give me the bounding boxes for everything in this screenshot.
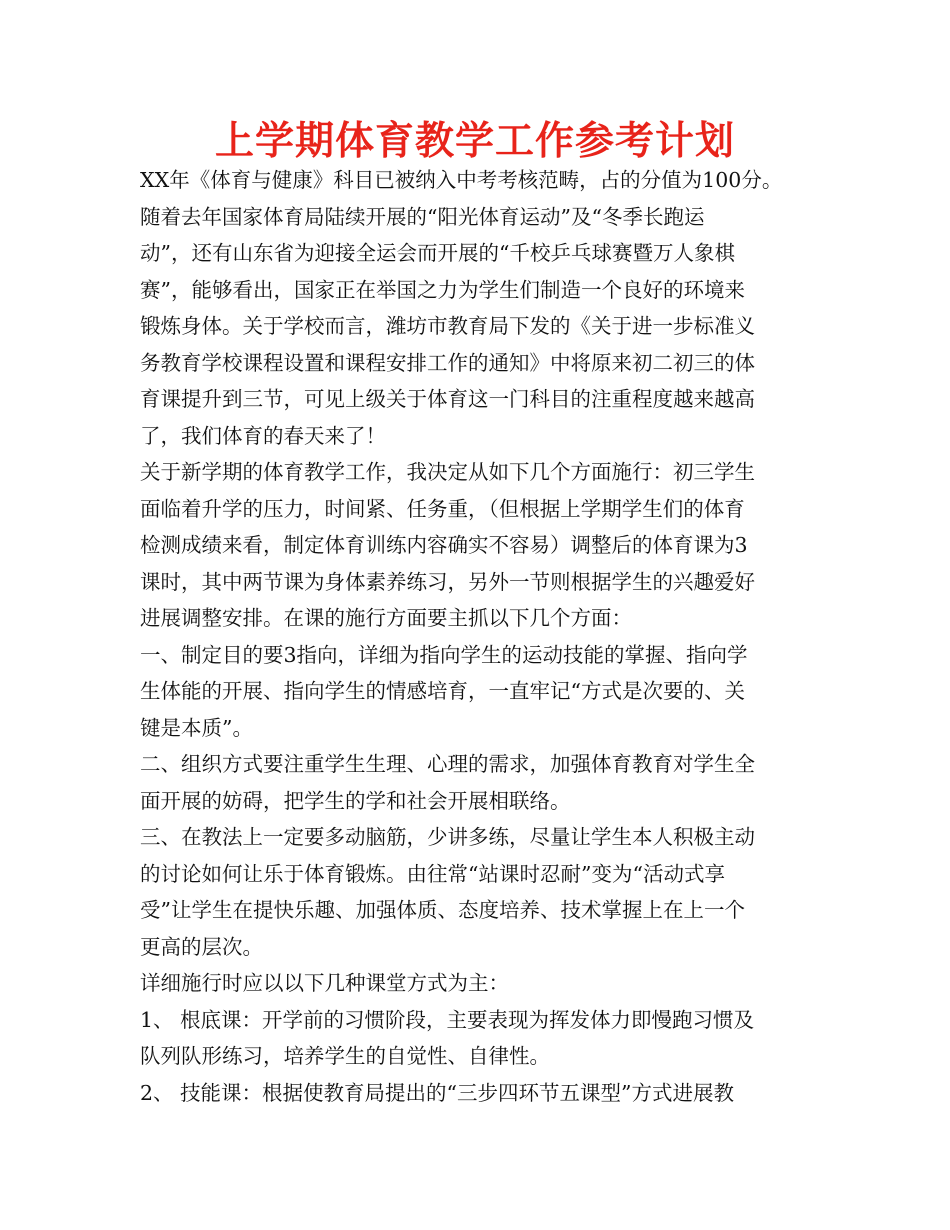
body-line: 二、组织方式要注重学生生理、心理的需求，加强体育教育对学生全 — [140, 752, 755, 776]
body-line: 三、在教法上一定要多动脑筋，少讲多练，尽量让学生本人积极主动 — [140, 825, 755, 849]
body-line: 1、 根底课：开学前的习惯阶段，主要表现为挥发体力即慢跑习惯及 — [140, 1007, 755, 1032]
body-line: 检测成绩来看，制定体育训练内容确实不容易）调整后的体育课为3 — [140, 533, 748, 557]
body-line: 动”，还有山东省为迎接全运会而开展的“千校乒乓球赛暨万人象棋 — [140, 241, 735, 265]
body-line: 随着去年国家体育局陆续开展的“阳光体育运动”及“冬季长跑运 — [140, 204, 705, 229]
body-line: 一、制定目的要3指向，详细为指向学生的运动技能的掌握、指向学 — [140, 642, 748, 667]
body-line: 课时，其中两节课为身体素养练习，另外一节则根据学生的兴趣爱好 — [140, 569, 755, 594]
body-line: 赛”，能够看出，国家正在举国之力为学生们制造一个良好的环境来 — [140, 277, 745, 302]
body-line: 受”让学生在提快乐趣、加强体质、态度培养、技术掌握上在上一个 — [140, 898, 745, 922]
body-line: XX年《体育与健康》科目已被纳入中考考核范畴，占的分值为100分。 — [140, 168, 783, 192]
body-line: 关于新学期的体育教学工作，我决定从如下几个方面施行：初三学生 — [140, 460, 755, 484]
body-line: 面开展的妨碍，把学生的学和社会开展相联络。 — [140, 788, 571, 813]
body-line: 详细施行时应以以下几种课堂方式为主： — [140, 971, 509, 995]
body-line: 锻炼身体。关于学校而言，潍坊市教育局下发的《关于进一步标准义 — [140, 314, 755, 338]
body-line: 生体能的开展、指向学生的情感培育，一直牢记“方式是次要的、关 — [140, 679, 745, 703]
body-line: 2、 技能课：根据使教育局提出的“三步四环节五课型”方式进展教 — [140, 1080, 735, 1105]
body-line: 务教育学校课程设置和课程安排工作的通知》中将原来初二初三的体 — [140, 350, 755, 375]
document-body — [140, 162, 830, 1111]
body-line: 进展调整安排。在课的施行方面要主抓以下几个方面： — [140, 606, 632, 630]
body-line: 育课提升到三节，可见上级关于体育这一门科目的注重程度越来越高 — [140, 387, 755, 411]
document-title: 上学期体育教学工作参考计划 — [214, 119, 735, 164]
body-line: 更高的层次。 — [140, 934, 263, 959]
body-line: 键是本质”。 — [140, 715, 253, 740]
body-line: 队列队形练习，培养学生的自觉性、自律性。 — [140, 1044, 550, 1068]
body-line: 了，我们体育的春天来了！ — [140, 423, 386, 448]
body-line: 的讨论如何让乐于体育锻炼。由往常“站课时忍耐”变为“活动式享 — [140, 861, 725, 886]
body-line: 面临着升学的压力，时间紧、任务重，（但根据上学期学生们的体育 — [140, 496, 745, 521]
